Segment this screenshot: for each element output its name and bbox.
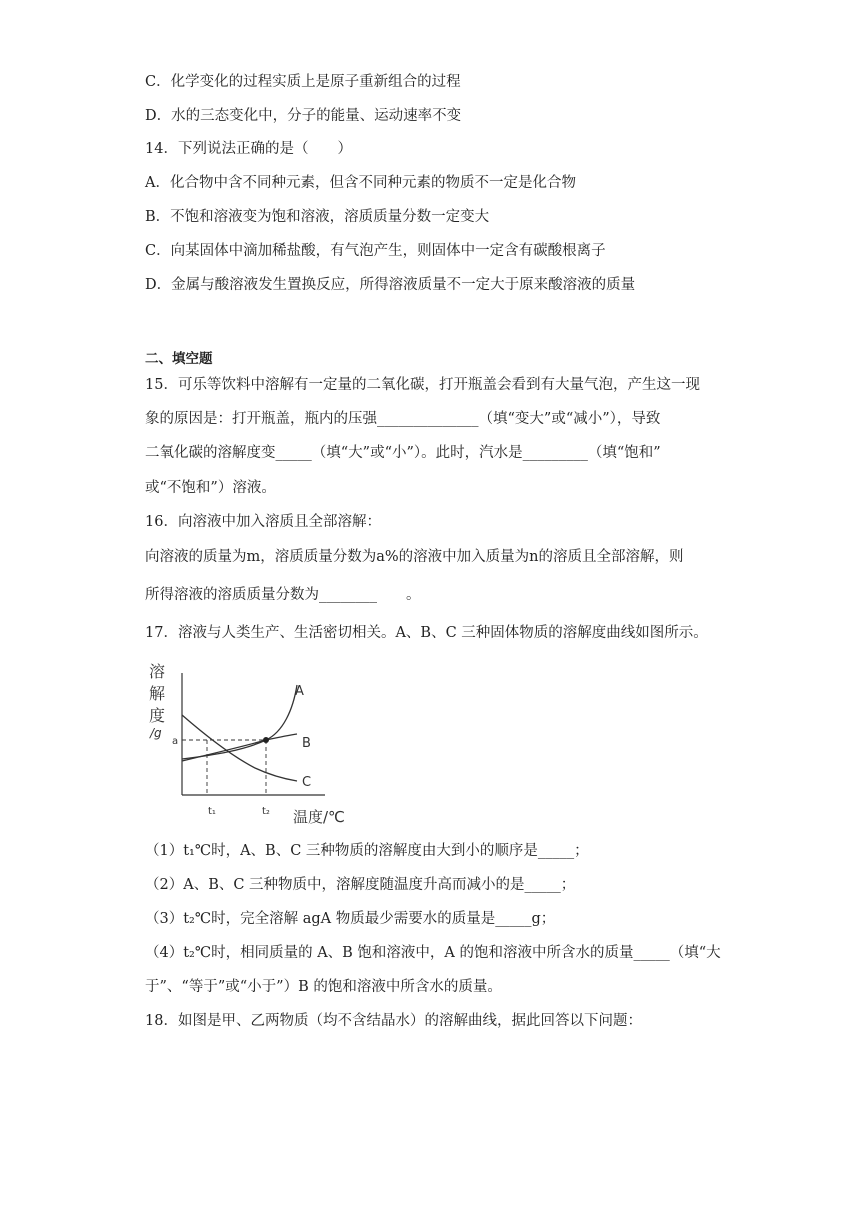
solubility-curve-figure (145, 655, 345, 827)
q17-stem: 17．溶液与人类生产、生活密切相关。A、B、C 三种固体物质的溶解度曲线如图所示。 (145, 625, 708, 641)
q15-line-2: 象的原因是：打开瓶盖，瓶内的压强______________（填“变大”或“减小”），导致 (145, 411, 661, 427)
q16-line-2: 向溶液的质量为m，溶质质量分数为a%的溶液中加入质量为n的溶质且全部溶解，则 (145, 549, 684, 565)
q13-option-c: C．化学变化的过程实质上是原子重新组合的过程 (145, 74, 461, 90)
y-label-char-1: 溶 (149, 662, 166, 681)
y-tick-a: a (172, 736, 179, 747)
q13-option-d: D．水的三态变化中，分子的能量、运动速率不变 (145, 108, 462, 124)
x-tick-t1: t₁ (208, 806, 216, 817)
q16-line-1: 16．向溶液中加入溶质且全部溶解： (145, 514, 381, 530)
q14-stem: 14．下列说法正确的是（ ） (145, 141, 352, 157)
section-title: 二、填空题 (145, 351, 213, 367)
curve-a (182, 685, 297, 759)
curve-label-b: B (302, 736, 311, 751)
q17-sub-2: （2）A、B、C 三种物质中，溶解度随温度升高而减小的是_____； (145, 877, 576, 893)
x-tick-t2: t₂ (262, 806, 270, 817)
curve-label-c: C (302, 775, 312, 790)
q14-option-a: A．化合物中含不同种元素，但含不同种元素的物质不一定是化合物 (145, 175, 576, 191)
q17-sub-1: （1）t₁℃时，A、B、C 三种物质的溶解度由大到小的顺序是_____； (145, 843, 589, 859)
q14-option-b: B．不饱和溶液变为饱和溶液，溶质质量分数一定变大 (145, 209, 490, 225)
intersection-point (263, 737, 269, 743)
x-label: 温度/℃ (293, 808, 345, 826)
q15-line-3: 二氧化碳的溶解度变_____（填“大”或“小”）。此时，汽水是_________（填“饱和” (145, 445, 661, 461)
q17-sub-4b: 于”、“等于”或“小于”）B 的饱和溶液中所含水的质量。 (145, 979, 502, 995)
curve-b (182, 734, 297, 761)
y-label-char-2: 解 (149, 684, 166, 703)
q17-sub-4a: （4）t₂℃时，相同质量的 A、B 饱和溶液中，A 的饱和溶液中所含水的质量_____（填“大 (145, 945, 721, 961)
y-label-char-3: 度 (149, 706, 166, 725)
curve-c (182, 715, 297, 781)
q18-stem: 18．如图是甲、乙两物质（均不含结晶水）的溶解曲线，据此回答以下问题： (145, 1013, 642, 1029)
q17-sub-3: （3）t₂℃时，完全溶解 agA 物质最少需要水的质量是_____g； (145, 911, 556, 927)
q15-line-1: 15．可乐等饮料中溶解有一定量的二氧化碳，打开瓶盖会看到有大量气泡，产生这一现 (145, 377, 700, 393)
q15-line-4: 或“不饱和”）溶液。 (145, 480, 276, 496)
y-label-unit: /g (150, 726, 162, 740)
q14-option-c: C．向某固体中滴加稀盐酸，有气泡产生，则固体中一定含有碳酸根离子 (145, 243, 606, 259)
curve-label-a: A (295, 684, 304, 699)
q14-option-d: D．金属与酸溶液发生置换反应，所得溶液质量不一定大于原来酸溶液的质量 (145, 277, 636, 293)
q16-line-3: 所得溶液的溶质质量分数为________ 。 (145, 587, 421, 603)
